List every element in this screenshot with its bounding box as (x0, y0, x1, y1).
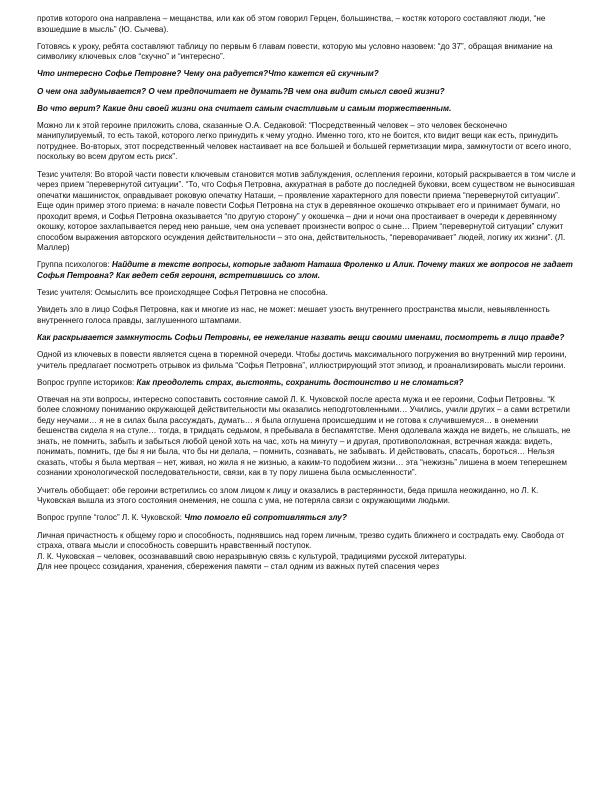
paragraph-historians-task (37, 378, 576, 389)
paragraph-psychologists-task (37, 260, 576, 281)
psychologists-question: Найдите в тексте вопросы, которые задают Наташа Фроленко и Алик. Почему таких же вопросов не задает Софья Петровна? Как ведет себя героиня, встретившись со злом. (37, 260, 573, 280)
voice-group-question: Что помогло ей сопротивляться злу? (184, 513, 347, 523)
question-isolation: Как раскрывается замкнутость Софьи Петровны, ее нежелание назвать вещи своими именами, посмотреть в лицо правде? (37, 332, 565, 342)
paragraph-prison-queue-scene: Одной из ключевых в повести является сцена в тюремной очереди. Чтобы достичь максимального погружения во внутренний мир героини, учитель предлагает посмотреть отрывок из фильма “Софья Петровна”, иллюстрирующий этот эпизод, и проанализировать мысли героини. (37, 350, 567, 370)
paragraph-teacher-thesis-inverted-situation: Тезис учителя: Во второй части повести ключевым становится мотив заблуждения, ослепления героини, который раскрывается в том числе и через прием “перевернутой ситуации”. “То, что Софья Петровна, аккуратная в работе до последней буковки, всем существом не выносившая опечатки машинисток, оправдывает роковую опечатку Наташи, – проявление характерного для повести приема “перевернутой ситуации”. Еще один пример этого приема: в начале повести Софья Петровна на стук в деревянное окошечко открывает его и принимает бумаги, но проходит время, и Софья Петровна оказывается “по другую сторону” у окошечка – дни и ночи она простаивает в очереди к деревянному окошку, которое захлапывается перед нею раньше, чем она успевает произнести вопрос о сыне… Прием “перевернутой ситуации” служит способом выражения авторского осуждения действительности – это она, действительность, “переворачивает” людей, логику их жизни”. (Л. Маллер) (37, 169, 576, 253)
paragraph-chukovskaya-quote: Отвечая на эти вопросы, интересно сопоставить состояние самой Л. К. Чуковской после ареста мужа и ее героини, Софьи Петровны. “К более сложному пониманию окружающей действительности мы оказались неподготовленными… Учились, учили других – а сами встретили беду неучами… я не в силах была рассуждать, думать… я была оглушена происшедшим и не готова к случившемуся… в онемении бешенства сидела я на стуле… тогда, в тридцать седьмом, я пребывала в беспамятстве. Меня одолевала жажда не видеть, не слышать, не знать, не помнить, забыть и забыться любой ценой хоть на час, хоть на минуту – и другая, противоположная, встречная жажда: видеть, понимать, помнить, где бы я ни была, что бы ни делала, – помнить, сознавать, не забывать. И действовать, спасать, бороться… Нельзя сказать, чтобы я была мертвая – нет, живая, но жила я не жизнью, а каким-то подобием жизни… эта “нежизнь” лишена в моем теперешнем сознании хронологической последовательности, связи, как в ту пору лишена была осмысленности”. (37, 394, 571, 478)
paragraph-table-task: Готовясь к уроку, ребята составляют таблицу по первым 6 главам повести, которую мы условно назовем: “до 37”, обращая внимание на символику ключевых слов “скучно” и “интересно”. (37, 41, 553, 62)
historians-question: Как преодолеть страх, выстоять, сохранить достоинство и не сломаться? (136, 377, 464, 387)
paragraph-teacher-summary: Учитель обобщает: обе героини встретились со злом лицом к лицу и оказались в растерянности, беда пришла неожиданно, но Л. К. Чуковская вышла из этого состояния онемения, не сошла с ума, не потеряла связи с окружающими людьми. (37, 485, 539, 506)
voice-group-lead: Вопрос группе “голос” Л. К. Чуковской: (37, 513, 185, 523)
paragraph-sedakova-quote: Можно ли к этой героине приложить слова, сказанные О.А. Седаковой: “Посредственный человек – это человек бесконечно манипулируемый, то есть такой, которого легко принудить к чему угодно. Именно того, кто не боится, кто видит вещи как есть, принудить потруднее. Во-вторых, этот посредственный человек настаивает на все большей и большей герметизации мира, замкнутости от всего иного, поскольку во всем другом есть риск”. (37, 120, 572, 162)
paragraph-memory-preservation: Для нее процесс созидания, хранения, сбережения памяти – стал одним из важных путей спасения через (37, 562, 440, 571)
question-interests: Что интересно Софье Петровне? Чему она радуется?Что кажется ей скучным? (37, 69, 379, 79)
paragraph-voice-group-task (37, 513, 576, 524)
paragraph-culture-connection: Л. К. Чуковская – человек, осознававший свою неразрывную связь с культурой, традициями русской литературы. (37, 551, 467, 561)
historians-lead: Вопрос группе историков: (37, 377, 137, 387)
question-thoughts: О чем она задумывается? О чем предпочитает не думать?В чем она видит смысл своей жизни? (37, 86, 445, 96)
paragraph-personal-involvement: Личная причастность к общему горю и способность, поднявшись над горем личным, трезво судить ближнего и сострадать ему. Свобода от страха, отвага мысли и способность совершить нравственный поступок. (37, 530, 565, 550)
paragraph-teacher-thesis-short: Тезис учителя: Осмыслить все происходящее Софья Петровна не способна. (37, 288, 328, 297)
psychologists-lead: Группа психологов: (37, 260, 112, 270)
paragraph-intro-continuation: против которого она направлена – мещанства, или как об этом говорил Герцен, большинства, – костяк которого составляют люди, “не взошедшие в мысль” (Ю. Сычева). (37, 14, 546, 34)
question-beliefs: Во что верит? Какие дни своей жизни она считает самым счастливым и самым торжественным. (37, 103, 452, 113)
paragraph-see-evil: Увидеть зло в лицо Софья Петровна, как и многие из нас, не может: мешает узость внутреннего пространства мысли, невыявленность внутреннего голоса правды, заглушенного штампами. (37, 305, 550, 325)
